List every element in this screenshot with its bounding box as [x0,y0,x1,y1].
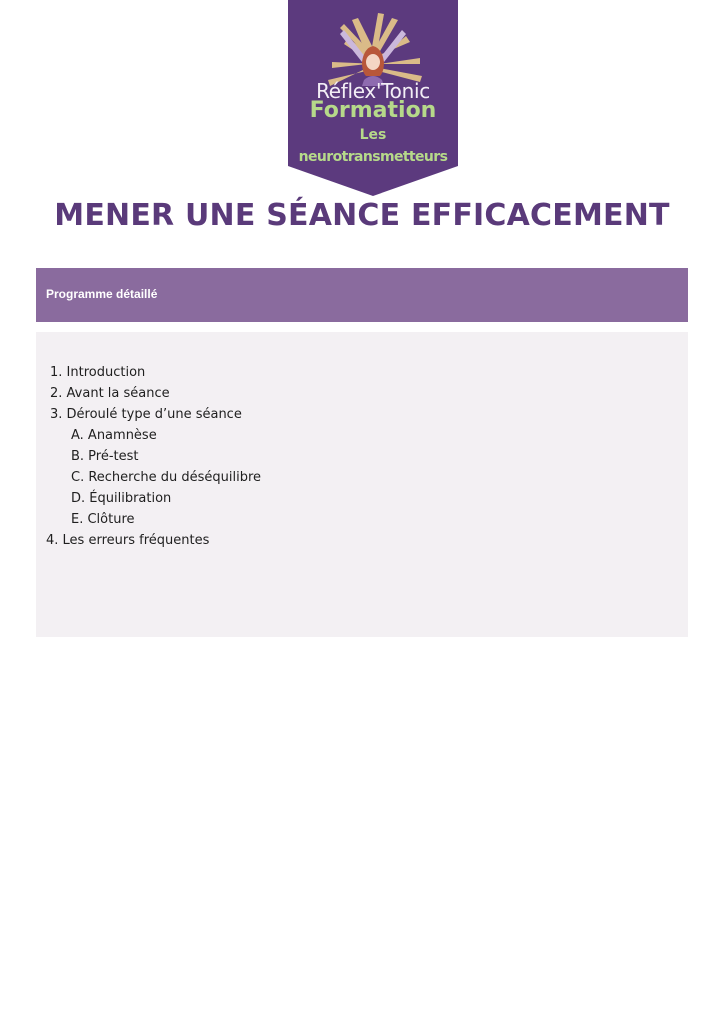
list-item: 1. Introduction [50,365,146,380]
brand-banner [288,0,458,196]
topic-line-1: Les [359,127,387,143]
list-item: D. Équilibration [71,491,172,506]
list-item: E. Clôture [71,512,135,527]
list-item: 4. Les erreurs fréquentes [46,533,210,548]
list-item: B. Pré-test [71,449,139,464]
list-item: C. Recherche du déséquilibre [71,470,262,485]
brand-name: Réflex'Tonic [316,79,430,103]
program-box [36,332,688,637]
section-label: Programme détaillé [46,287,158,301]
list-item: 3. Déroulé type d’une séance [50,407,242,422]
topic-line-2: neurotransmetteurs [298,149,448,165]
list-item: 2. Avant la séance [50,386,170,401]
brand-subtitle: Formation [309,98,437,123]
section-header [36,268,688,322]
page-title: MENER UNE SÉANCE EFFICACEMENT [54,198,670,233]
list-item: A. Anamnèse [71,428,157,443]
